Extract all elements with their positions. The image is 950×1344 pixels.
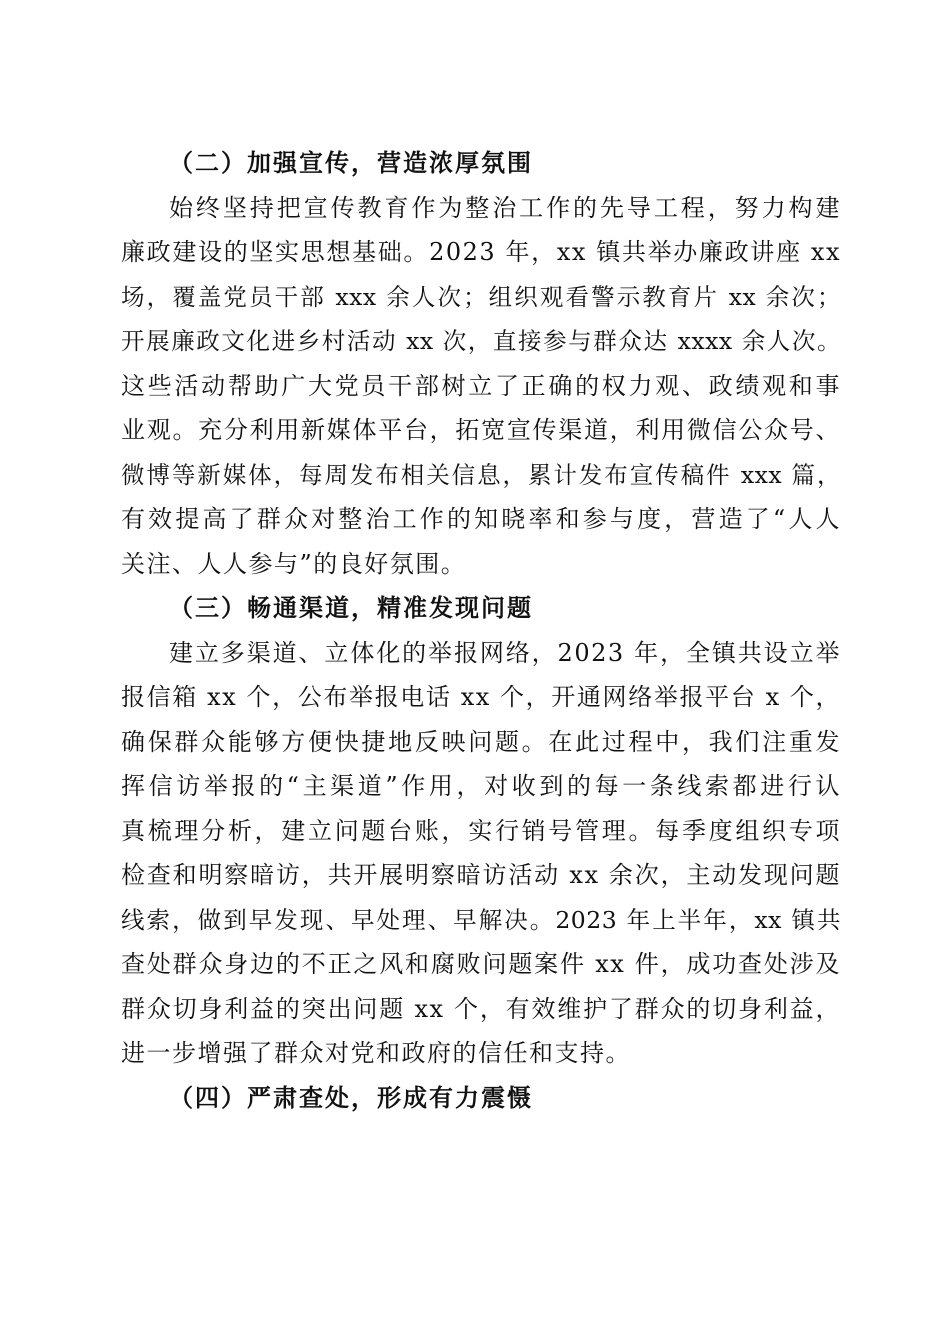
section-heading-4: （四）严肃查处，形成有力震慑 [169, 1082, 533, 1112]
document-page [121, 141, 841, 1120]
paragraph-line: 始终坚持把宣传教育作为整治工作的先导工程，努力构建 [169, 193, 841, 222]
paragraph-line: 开展廉政文化进乡村活动 xx 次，直接参与群众达 xxxx 余人次。 [121, 327, 841, 355]
paragraph-line: 有效提高了群众对整治工作的知晓率和参与度，营造了“人人 [121, 505, 841, 533]
paragraph-line: 廉政建设的坚实思想基础。2023 年，xx 镇共举办廉政讲座 xx [121, 238, 841, 266]
paragraph-line: 群众切身利益的突出问题 xx 个，有效维护了群众的切身利益， [121, 994, 841, 1023]
paragraph-line: 线索，做到早发现、早处理、早解决。2023 年上半年，xx 镇共 [121, 905, 841, 934]
paragraph-line: 这些活动帮助广大党员干部树立了正确的权力观、政绩观和事 [121, 371, 841, 400]
paragraph-line: 场，覆盖党员干部 xxx 余人次；组织观看警示教育片 xx 余次； [121, 282, 841, 311]
paragraph-line: 进一步增强了群众对党和政府的信任和支持。 [121, 1039, 631, 1067]
paragraph-line: 确保群众能够方便快捷地反映问题。在此过程中，我们注重发 [121, 727, 841, 756]
paragraph-line: 微博等新媒体，每周发布相关信息，累计发布宣传稿件 xxx 篇， [121, 460, 841, 489]
paragraph-line: 查处群众身边的不正之风和腐败问题案件 xx 件，成功查处涉及 [121, 950, 841, 978]
paragraph-line: 关注、人人参与”的良好氛围。 [121, 549, 467, 578]
paragraph-line: 检查和明察暗访，共开展明察暗访活动 xx 余次，主动发现问题 [121, 861, 841, 889]
paragraph-line: 建立多渠道、立体化的举报网络，2023 年，全镇共设立举 [169, 638, 841, 667]
section-heading-2: （二）加强宣传，营造浓厚氛围 [169, 148, 533, 177]
section-heading-3: （三）畅通渠道，精准发现问题 [169, 593, 533, 622]
paragraph-line: 真梳理分析，建立问题台账，实行销号管理。每季度组织专项 [121, 816, 841, 845]
paragraph-line: 报信箱 xx 个，公布举报电话 xx 个，开通网络举报平台 x 个， [121, 683, 841, 711]
paragraph-line: 业观。充分利用新媒体平台，拓宽宣传渠道，利用微信公众号、 [121, 416, 841, 444]
paragraph-line: 挥信访举报的“主渠道”作用，对收到的每一条线索都进行认 [121, 772, 841, 800]
